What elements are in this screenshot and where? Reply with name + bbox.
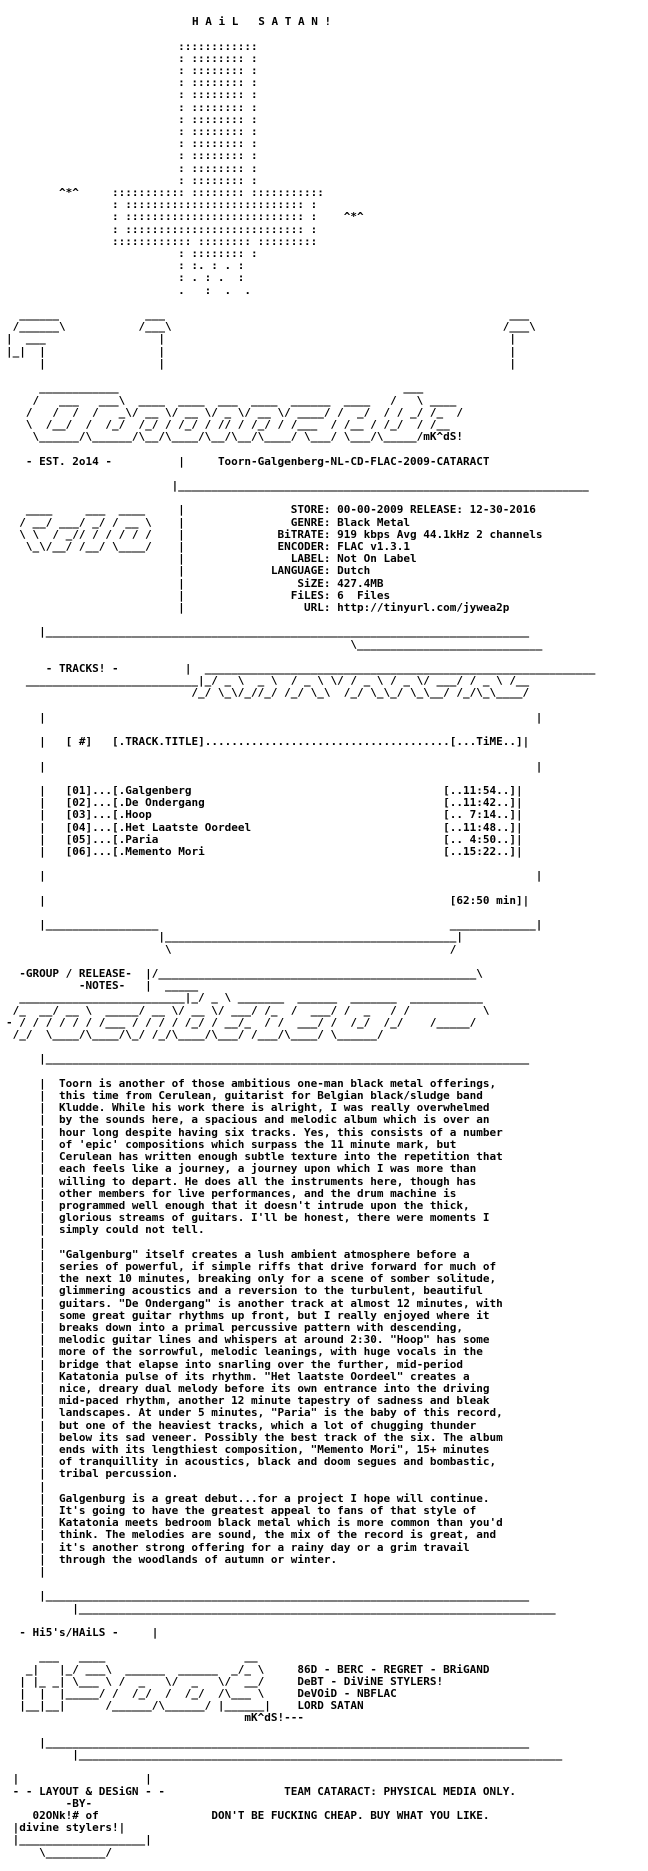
greets-section-label: - Hi5's/HAiLS -: [19, 1626, 119, 1640]
tracks-total-row: | [62:50 min]|: [6, 893, 530, 907]
cross-art-line: : :::::::: :: [178, 161, 258, 175]
greets-line: DeBT - DiViNE STYLERS!: [297, 1674, 444, 1688]
info-value: Not On Label: [337, 552, 417, 566]
track-title: Galgenberg: [125, 784, 192, 797]
cross-art-line: ^*^ ::::::::::: :::::::: :::::::::::: [58, 186, 324, 200]
logo-art-line: ____________ ___: [39, 381, 424, 395]
info-row: | LABEL: Not On Label: [6, 552, 417, 566]
tracks-frame-open: | |: [6, 710, 543, 724]
tracks-frame-spacer: | |: [6, 759, 543, 773]
hail-satan-title: H A i L S A T A N !: [192, 15, 332, 29]
greets-art-and-list: [6, 1651, 646, 1724]
track-row: | [02]...[.De Ondergang [..11:42..]|: [6, 796, 523, 810]
track-num: [05]: [65, 832, 93, 846]
info-label: LABEL:: [290, 552, 331, 566]
notes-section-label: -GROUP / RELEASE-: [19, 967, 132, 981]
layout-author1: 02ONk!# of: [32, 1809, 99, 1823]
greets-signature: mK^dS!---: [244, 1711, 305, 1725]
info-bottom-frame: |_________________________________________________________________________ \____________________________: [39, 625, 543, 651]
cross-art: [6, 41, 646, 297]
info-divider: |______________________________________________________________: [6, 478, 589, 492]
info-value: 00-00-2009 RELEASE: 12-30-2016: [337, 503, 536, 517]
info-label: URL:: [304, 600, 331, 614]
track-num: [06]: [65, 845, 93, 859]
info-label: SiZE:: [297, 576, 331, 590]
info-row: | SiZE: 427.4MB: [6, 576, 384, 590]
track-num: [02]: [65, 796, 93, 810]
track-title: Paria: [125, 832, 159, 846]
cross-art-line: : ::::::::::::::::::::::::::: : ^*^: [111, 210, 364, 224]
cross-art-line: : ::::::::::::::::::::::::::: :: [111, 198, 318, 212]
info-label: STORE:: [290, 503, 331, 517]
layout-by: -BY-: [65, 1796, 93, 1810]
tracks-section-label: - TRACKS! -: [45, 661, 119, 675]
notes-frame-top: |_________________________________________________________________________: [6, 1052, 530, 1066]
cross-art-line: : :::::::: :: [178, 112, 258, 126]
notes-label-line: -GROUP / RELEASE- |/________________________________________________\ -NOTES- | _____ _________________________|_/ _ \ _______ ______ _______ ___________ /_ __/ __ \ _____/ __ \/ __ \/ ___/ /_ / ___/ / _ / / \ - / / / / / / /___ / / / / /_/ / __/_ / / ___/ / /_/ /_/ /_____/ /_/ \____/\____/\_/ /_/\____/\___/ /___/\____/ \______/: [6, 967, 490, 1042]
tracks-header-num: [ #]: [65, 735, 93, 749]
track-row: | [01]...[.Galgenberg [..11:54..]|: [6, 784, 523, 797]
notes-frame-bottom: |_________________________________________________________________________ |________________________________________________________________________: [39, 1589, 556, 1615]
logo-art-line: \ /__/ / /_/ /_/ / /_/ / // / /_/ / /___ / /__ / /_/ / /__: [25, 417, 450, 431]
cross-art-line: : :::::::: :: [178, 125, 258, 139]
tracks-header-time: [...TiME..]: [449, 735, 523, 749]
track-num: [01]: [65, 784, 93, 797]
info-row: | URL: http://tinyurl.com/jywea2p: [6, 600, 510, 614]
track-title: Het Laatste Oordeel: [125, 820, 252, 834]
greets-row: | |_ _| \___ \ / _ \/ _ \/ __/ DeBT - DiViNE STYLERS!: [6, 1674, 444, 1688]
info-row: | LANGUAGE: Dutch: [6, 564, 371, 578]
info-value: 6 Files: [337, 588, 391, 602]
greets-line: LORD SATAN: [297, 1699, 364, 1713]
greets-frame-bottom: |_________________________________________________________________________ |_________________________________________________________________________: [39, 1735, 563, 1762]
greets-row: |__|__| /______/\______/ |______| LORD SATAN: [6, 1699, 364, 1713]
notes-section-label2: -NOTES-: [78, 979, 126, 993]
logo-art-line: / ___ ___\ ____ ____ ___ ____ ______ ____ / \ ____: [32, 393, 457, 407]
greets-label-line: - Hi5's/HAiLS - |: [19, 1626, 159, 1640]
info-label: LANGUAGE:: [270, 564, 331, 578]
track-time: [..11:48..]: [443, 820, 516, 834]
logo-art-line: \______/\______/\__/\____/\__/\__/\____/ \___/ \___/\_____/mK^dS!: [32, 430, 463, 444]
cross-art-line: : :. : . :: [178, 259, 245, 273]
greets-row: | | |_____/ / /_/ / /_/ /\___ \ DeVOiD - NBFLAC: [6, 1687, 397, 1701]
cross-art-line: : :::::::: :: [178, 100, 258, 114]
info-value: 919 kbps Avg 44.1kHz 2 channels: [337, 527, 543, 541]
footer-block: | | - - LAYOUT & DESiGN - - TEAM CATARACT: PHYSICAL MEDIA ONLY. -BY- 02ONk!# of DON'T BE FUCKING CHEAP. BUY WHAT YOU LIKE. |divine stylers!| |___________________| \_________/: [12, 1772, 516, 1859]
cross-art-line: : . : . :: [178, 271, 245, 285]
track-time: [..15:22..]: [443, 845, 516, 859]
cross-art-line: : :::::::: :: [178, 149, 258, 163]
notes-paragraph: | Galgenburg is a great debut...for a project I hope will continue. | It's going to have the greatest appeal to fans of that style of | Katatonia meets bedroom black metal which is more common than you'd | think. The melodies are sound, the mix of the record is great, and | it's another strong offering for a rainy day or a grim travail | through the woodlands of autumn or winter. |: [39, 1491, 503, 1578]
cross-art-line: : ::::::::::::::::::::::::::: :: [111, 222, 318, 236]
track-num: [03]: [65, 808, 93, 822]
notes-paragraph: | Toorn is another of those ambitious one-man black metal offerings, | this time from Cerulean, guitarist for Belgian black/sludge band | Kludde. While his work there is alright, I was really overwhelmed | by the sounds here, a spacious and melodic album which is over an | hour long despite having six tracks. Yes, this consists of a number | of 'epic' compositions which surpass the 11 minute mark, but | Cerulean has written enough subtle texture into the repetition that | each feels like a journey, a journey upon which I was more than | willing to depart. He does all the instruments here, though has | other members for live performances, and the drum machine is | programmed well enough that it doesn't intrude upon the thick, | glorious streams of guitars. I'll be honest, there were moments I | simply could not tell. |: [39, 1076, 503, 1249]
tracks-frame-spacer2: | |: [6, 869, 543, 883]
track-row: | [03]...[.Hoop [.. 7:14..]|: [6, 808, 523, 822]
cross-art-line: : :::::::: :: [178, 64, 258, 78]
logo-art-line: / / / / _\/ __ \/ __ \/ _ \/ __ \/ ____/ / _/ / / _/ /_ /: [25, 405, 463, 419]
info-value: Dutch: [337, 564, 371, 578]
est-label: - EST. 2o14 -: [25, 454, 112, 468]
track-time: [..11:54..]: [443, 784, 516, 797]
info-label: BiTRATE:: [277, 527, 331, 541]
cross-art-line: : :::::::: :: [178, 173, 258, 187]
greets-line: DeVOiD - NBFLAC: [297, 1687, 397, 1701]
info-value: FLAC v1.3.1: [337, 539, 410, 553]
info-value: http://tinyurl.com/jywea2p: [337, 600, 510, 614]
cross-art-line: : :::::::: :: [178, 247, 258, 261]
cross-art-line: ::::::::::::: [178, 39, 258, 53]
cross-art-line: :::::::::::: :::::::: :::::::::: [111, 234, 318, 248]
info-row: \ \ / _// / / / / / | BiTRATE: 919 kbps Avg 44.1kHz 2 channels: [6, 527, 543, 541]
banner-frame-top: ______ ___ ___ /______\ /___\ /___\ | ___ | | |_| | | | | | |: [6, 308, 536, 370]
info-row: \_\/__/ /__/ \____/ | ENCODER: FLAC v1.3.1: [6, 539, 410, 553]
info-row: / __/ ___/ _/ / __ \ | GENRE: Black Metal: [6, 515, 411, 529]
cross-art-line: : :::::::: :: [178, 51, 258, 65]
info-row: ____ ___ ____ | STORE: 00-00-2009 RELEASE: 12-30-2016: [6, 503, 536, 517]
cross-art-line: . : . .: [178, 283, 252, 297]
track-title: Memento Mori: [125, 845, 205, 859]
greets-line: 86D - BERC - REGRET - BRiGAND: [297, 1662, 490, 1676]
release-name: Toorn-Galgenberg-NL-CD-FLAC-2009-CATARACT: [217, 454, 490, 468]
tracks-frame-close: |_________________ _____________| |____________________________________________| \ /: [39, 918, 543, 956]
info-label: GENRE:: [290, 515, 331, 529]
track-row: | [06]...[.Memento Mori [..15:22..]|: [6, 845, 523, 859]
layout-author2: divine stylers!: [19, 1821, 119, 1835]
cross-art-line: : :::::::: :: [178, 76, 258, 90]
info-value: 427.4MB: [337, 576, 384, 590]
layout-label: - LAYOUT & DESiGN -: [25, 1784, 152, 1798]
track-row: | [05]...[.Paria [.. 4:50..]|: [6, 832, 523, 846]
info-row: | FiLES: 6 Files: [6, 588, 391, 602]
greets-row: ___ ____ __: [6, 1650, 298, 1664]
team-line: TEAM CATARACT: PHYSICAL MEDIA ONLY.: [284, 1784, 516, 1798]
tracks-header-title: [.TRACK.TITLE]: [111, 735, 205, 749]
track-num: [04]: [65, 820, 93, 834]
cataract-logo-art: [6, 382, 646, 443]
est-line: - EST. 2o14 - | Toorn-Galgenberg-NL-CD-FLAC-2009-CATARACT: [25, 454, 490, 468]
track-time: [..11:42..]: [443, 796, 516, 810]
notes-body: [6, 1078, 646, 1578]
info-label: ENCODER:: [277, 539, 331, 553]
track-row: | [04]...[.Het Laatste Oordeel [..11:48..]|: [6, 820, 523, 834]
tracks-list: [6, 785, 646, 858]
info-section: [6, 504, 646, 614]
tracks-header-row: | [ #] [.TRACK.TITLE].....................................[...TiME..]|: [6, 735, 530, 749]
cheap-line: DON'T BE FUCKING CHEAP. BUY WHAT YOU LIKE.: [211, 1809, 490, 1823]
track-title: Hoop: [125, 808, 152, 822]
info-value: Black Metal: [337, 515, 411, 529]
track-title: De Ondergang: [125, 796, 205, 810]
track-time: [.. 4:50..]: [443, 832, 516, 846]
info-label: FiLES:: [290, 588, 331, 602]
cross-art-line: : :::::::: :: [178, 88, 258, 102]
greets-row: _| |_/ ___\ ______ ______ _/_ \ 86D - BERC - REGRET - BRiGAND: [6, 1662, 490, 1676]
tracks-label-line: - TRACKS! - | ___________________________________________________________ __________________________|_/ _ \ _ \ / _ \ \/ / _ \ / _ \/ ___/ / _ \ /__ /_/ \_\/_//_/ /_/ \_\ /_/ \_\_/ \_\__/ /_/\_\____/: [25, 661, 596, 700]
tracks-total: [62:50 min]: [449, 893, 523, 907]
cross-art-line: : :::::::: :: [178, 137, 258, 151]
greets-row: [6, 1711, 304, 1724]
nfo-document: [6, 4, 646, 1871]
track-time: [.. 7:14..]: [443, 808, 516, 822]
notes-paragraph: | "Galgenburg" itself creates a lush ambient atmosphere before a | series of powerful, if simple riffs that drive forward for much of | the next 10 minutes, breaking only for a scene of somber solitude, | glimmering acoustics and a reversion to the turbulent, beautiful | guitars. "De Ondergang" is another track at almost 12 minutes, with | some great guitar rhythms up front, but I really enjoyed where it | breaks down into a primal percussive pattern with descending, | melodic guitar lines and whispers at around 2:30. "Hoop" has some | more of the sorrowful, melodic leanings, with huge vocals in the | bridge that elapse into snarling over the further, mid-period | Katatonia pulse of its rhythm. "Het laatste Oordeel" creates a | nice, dreary dual melody before its own entrance into the driving | mid-paced rhythm, another 12 minute tapestry of sadness and bleak | landscapes. At under 5 minutes, "Paria" is the baby of this record, | but one of the heaviest tracks, which a lot of chugging thunder | below its sad veneer. Possibly the best track of the six. The album | ends with its lengthiest composition, "Memento Mori", 15+ minutes | of tranquillity in acoustics, black and doom segues and bombastic, | tribal percussion. |: [39, 1247, 503, 1493]
